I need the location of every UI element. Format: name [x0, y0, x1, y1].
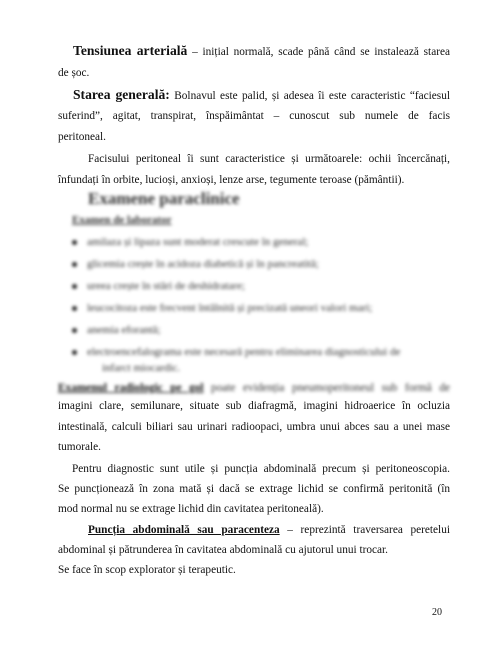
facies-line-1: Facisului peritoneal îi sunt caracteristice și următoarele: ochii încercănați,: [88, 153, 450, 165]
list-item: anemia eforantă;: [72, 324, 161, 336]
starea-text-1: Bolnavul este palid, și adesea îi este caracteristic “faciesul: [169, 90, 450, 102]
bullet-icon: [72, 306, 77, 311]
examen-laborator-subheading: Examen de laborator: [72, 214, 172, 226]
page-number: 20: [432, 607, 442, 618]
radiologic-line-2: imagini clare, semilunare, situate sub diafragmă, imagini hidroaerice în ocluzia: [58, 400, 450, 412]
radiologic-label: Examenul radiologic pe gol: [58, 382, 204, 394]
diagnostic-line-1: Pentru diagnostic sunt utile și puncția abdominală precum și peritoneoscopia.: [72, 463, 450, 475]
bullet-icon: [72, 284, 77, 289]
bullet-icon: [72, 262, 77, 267]
radiologic-line-3: intestinală, calculi biliari sau urinari radioopaci, umbra unui abces sau a unei mase: [58, 421, 450, 433]
examene-heading: Examene paraclinice: [88, 189, 240, 208]
list-item: glicemia crește în acidoza diabetică și în pancreatită;: [72, 258, 319, 270]
bullet-icon: [72, 328, 77, 333]
diagnostic-line-3: mod normal nu se extrage lichid din cavitatea peritoneală).: [58, 503, 324, 515]
diagnostic-line-2: Se puncționează în zona mată și dacă se extrage lichid se confirmă peritonită (în: [58, 483, 450, 495]
starea-line-3: peritoneal.: [58, 131, 106, 143]
punctia-line-1: [88, 523, 450, 537]
radiologic-line-1: [58, 381, 450, 395]
punctia-line-2: abdominal și pătrunderea în cavitatea abdominală cu ajutorul unui trocar.: [58, 544, 388, 556]
radiologic-text-1: poate evidenția pneumoperitoneul sub formă de: [203, 382, 450, 394]
tensiunea-text-1: – inițial normală, scade până când se instalează starea: [187, 46, 451, 58]
facies-line-2: înfundați în orbite, lucioși, anxioși, lenze arse, tegumente teroase (pământii).: [58, 174, 405, 186]
list-item: leucocitoza este frecvent întâlnită și precizată uneori valori mari;: [72, 302, 372, 314]
tensiunea-line-2: de șoc.: [58, 67, 90, 79]
list-item: amilaza și lipaza sunt moderat crescute în general;: [72, 236, 308, 248]
bullet-icon: [72, 240, 77, 245]
radiologic-line-4: tumorale.: [58, 441, 101, 453]
list-item: ureea crește în stări de deshidratare;: [72, 280, 245, 292]
bullet-icon: [72, 350, 77, 355]
punctia-label: Puncția abdominală sau paracenteza: [88, 524, 280, 536]
starea-line-1: [58, 88, 450, 103]
tensiunea-label: Tensiunea arterială: [73, 43, 188, 58]
list-item-continuation: infarct miocardic.: [102, 362, 181, 374]
starea-line-2: suferind”, agitat, transpirat, înspăimântat – cunoscut sub numele de facis: [58, 110, 450, 122]
tensiunea-line-1: [58, 44, 450, 59]
punctia-line-3: Se face în scop explorator și terapeutic.: [58, 564, 236, 576]
list-item: electroencefalograma este necesară pentru eliminarea diagnosticului de: [72, 346, 400, 358]
punctia-text-1: – reprezintă traversarea peretelui: [279, 524, 450, 536]
starea-label: Starea generală:: [73, 87, 170, 102]
